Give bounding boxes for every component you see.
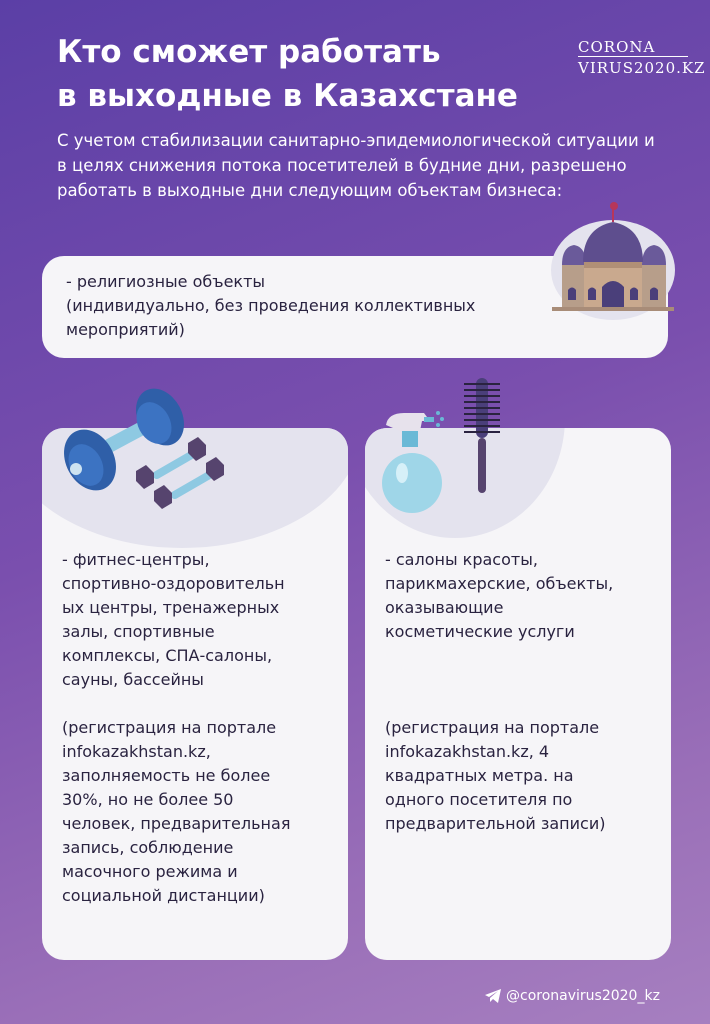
dumbbell-icon [50, 385, 250, 515]
logo-line-1: CORONA [578, 38, 656, 56]
logo-line-2: VIRUS2020.KZ [578, 56, 688, 77]
mosque-icon [548, 190, 678, 320]
fitness-text: - фитнес-центры, спортивно-оздоровительн ых центры, тренажерных залы, спортивные комплексы, СПА-салоны, сауны, бассейны (регистрация на портале infokazakhstan.kz, заполняемость не более 30%, но не более 50 человек, предварительная запись, соблюдение масочного режима и социальной дистанции) [62, 550, 291, 905]
page-title: Кто сможет работать в выходные в Казахстане [57, 34, 518, 114]
logo [578, 38, 706, 77]
hair-brush-icon [462, 378, 502, 498]
spray-bottle-icon [380, 405, 460, 520]
footer-handle-text: @coronavirus2020_kz [506, 988, 660, 1004]
beauty-text: - салоны красоты, парикмахерские, объекты, оказывающие косметические услуги (регистрация на портале infokazakhstan.kz, 4 квадратных метра. на одного посетителя по предварительной записи) [385, 550, 614, 833]
footer-handle[interactable] [484, 988, 660, 1004]
telegram-icon [484, 988, 502, 1004]
intro-text: С учетом стабилизации санитарно-эпидемиологической ситуации и в целях снижения потока посетителей в будние дни, разрешено работать в выходные дни следующим объектам бизнеса: [57, 131, 655, 200]
religious-objects-text: - религиозные объекты (индивидуально, без проведения коллективных мероприятий) [66, 272, 476, 339]
